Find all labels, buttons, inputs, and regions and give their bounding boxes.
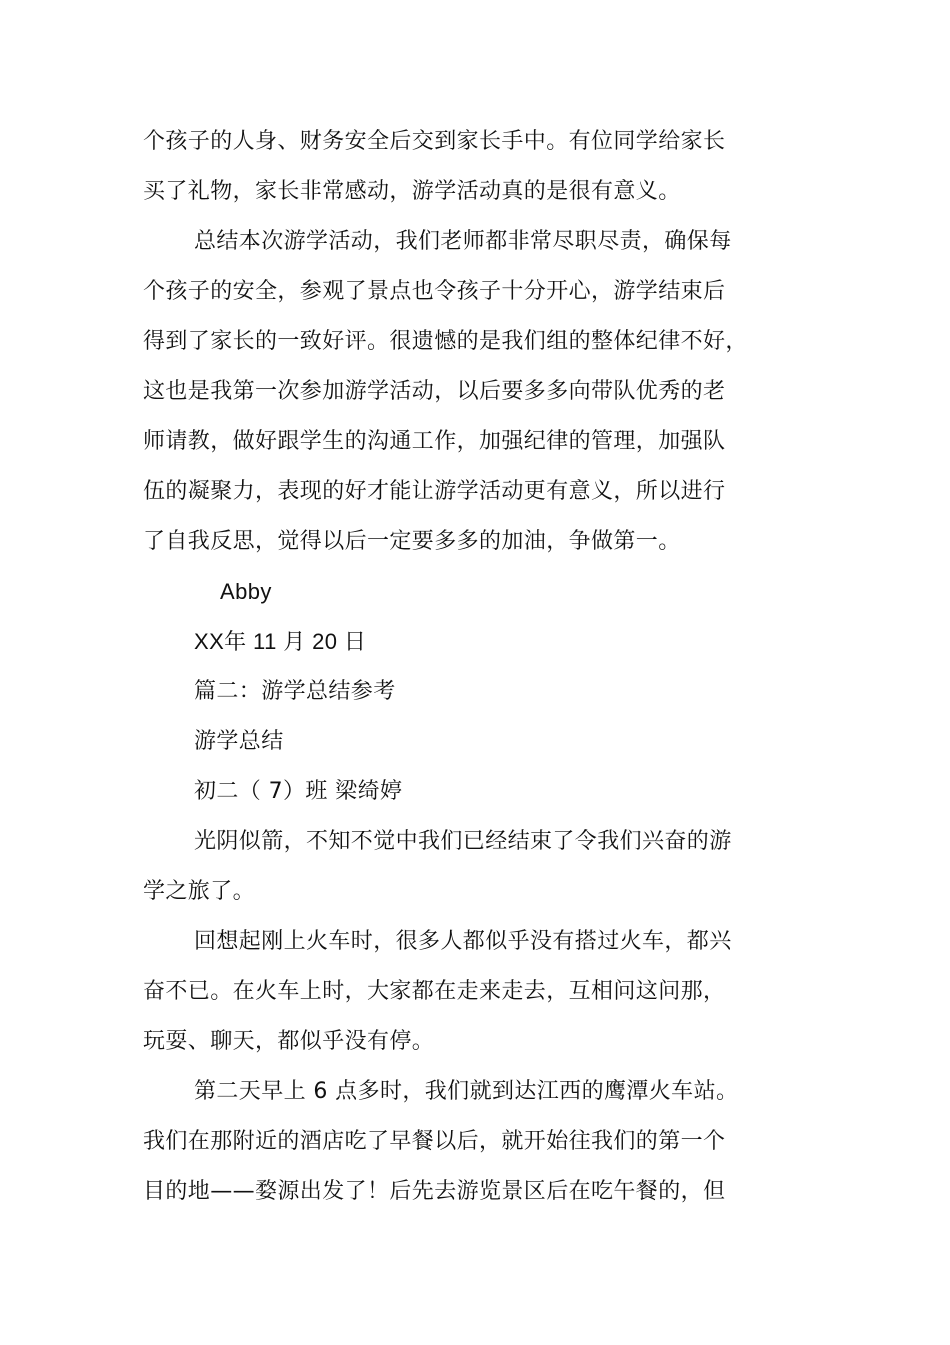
- paragraph-start-line: 光阴似箭，不知不觉中我们已经结束了令我们兴奋的游: [194, 829, 732, 854]
- text-line: 个孩子的安全，参观了景点也令孩子十分开心，游学结束后: [143, 279, 726, 304]
- text-line: 学之旅了。: [143, 879, 256, 904]
- section-heading: 篇二：游学总结参考: [194, 679, 396, 704]
- text-line: 了自我反思，觉得以后一定要多多的加油，争做第一。: [143, 529, 681, 554]
- text-line: 买了礼物，家长非常感动，游学活动真的是很有意义。: [143, 179, 681, 204]
- paragraph-start-line: 总结本次游学活动，我们老师都非常尽职尽责，确保每: [194, 229, 732, 254]
- text-line: 目的地——婺源出发了！后先去游览景区后在吃午餐的，但: [143, 1179, 726, 1204]
- signature-name: Abby: [220, 579, 272, 604]
- text-line: 奋不已。在火车上时，大家都在走来走去，互相问这问那，: [143, 979, 726, 1004]
- text-line: 玩耍、聊天，都似乎没有停。: [143, 1029, 435, 1054]
- paragraph-start-line: 回想起刚上火车时，很多人都似乎没有搭过火车，都兴: [194, 929, 732, 954]
- essay-title: 游学总结: [194, 729, 284, 754]
- text-line: 个孩子的人身、财务安全后交到家长手中。有位同学给家长: [143, 129, 726, 154]
- paragraph-start-line: 第二天早上 6 点多时，我们就到达江西的鹰潭火车站。: [194, 1079, 739, 1104]
- text-line: 伍的凝聚力，表现的好才能让游学活动更有意义，所以进行: [143, 479, 726, 504]
- text-line: 得到了家长的一致好评。很遗憾的是我们组的整体纪律不好，: [143, 329, 748, 354]
- signature-date: XX年 11 月 20 日: [194, 629, 367, 654]
- text-line: 这也是我第一次参加游学活动，以后要多多向带队优秀的老: [143, 379, 726, 404]
- text-line: 师请教，做好跟学生的沟通工作，加强纪律的管理，加强队: [143, 429, 726, 454]
- author-line: 初二（ 7）班 梁绮婷: [194, 779, 403, 804]
- text-line: 我们在那附近的酒店吃了早餐以后，就开始往我们的第一个: [143, 1129, 726, 1154]
